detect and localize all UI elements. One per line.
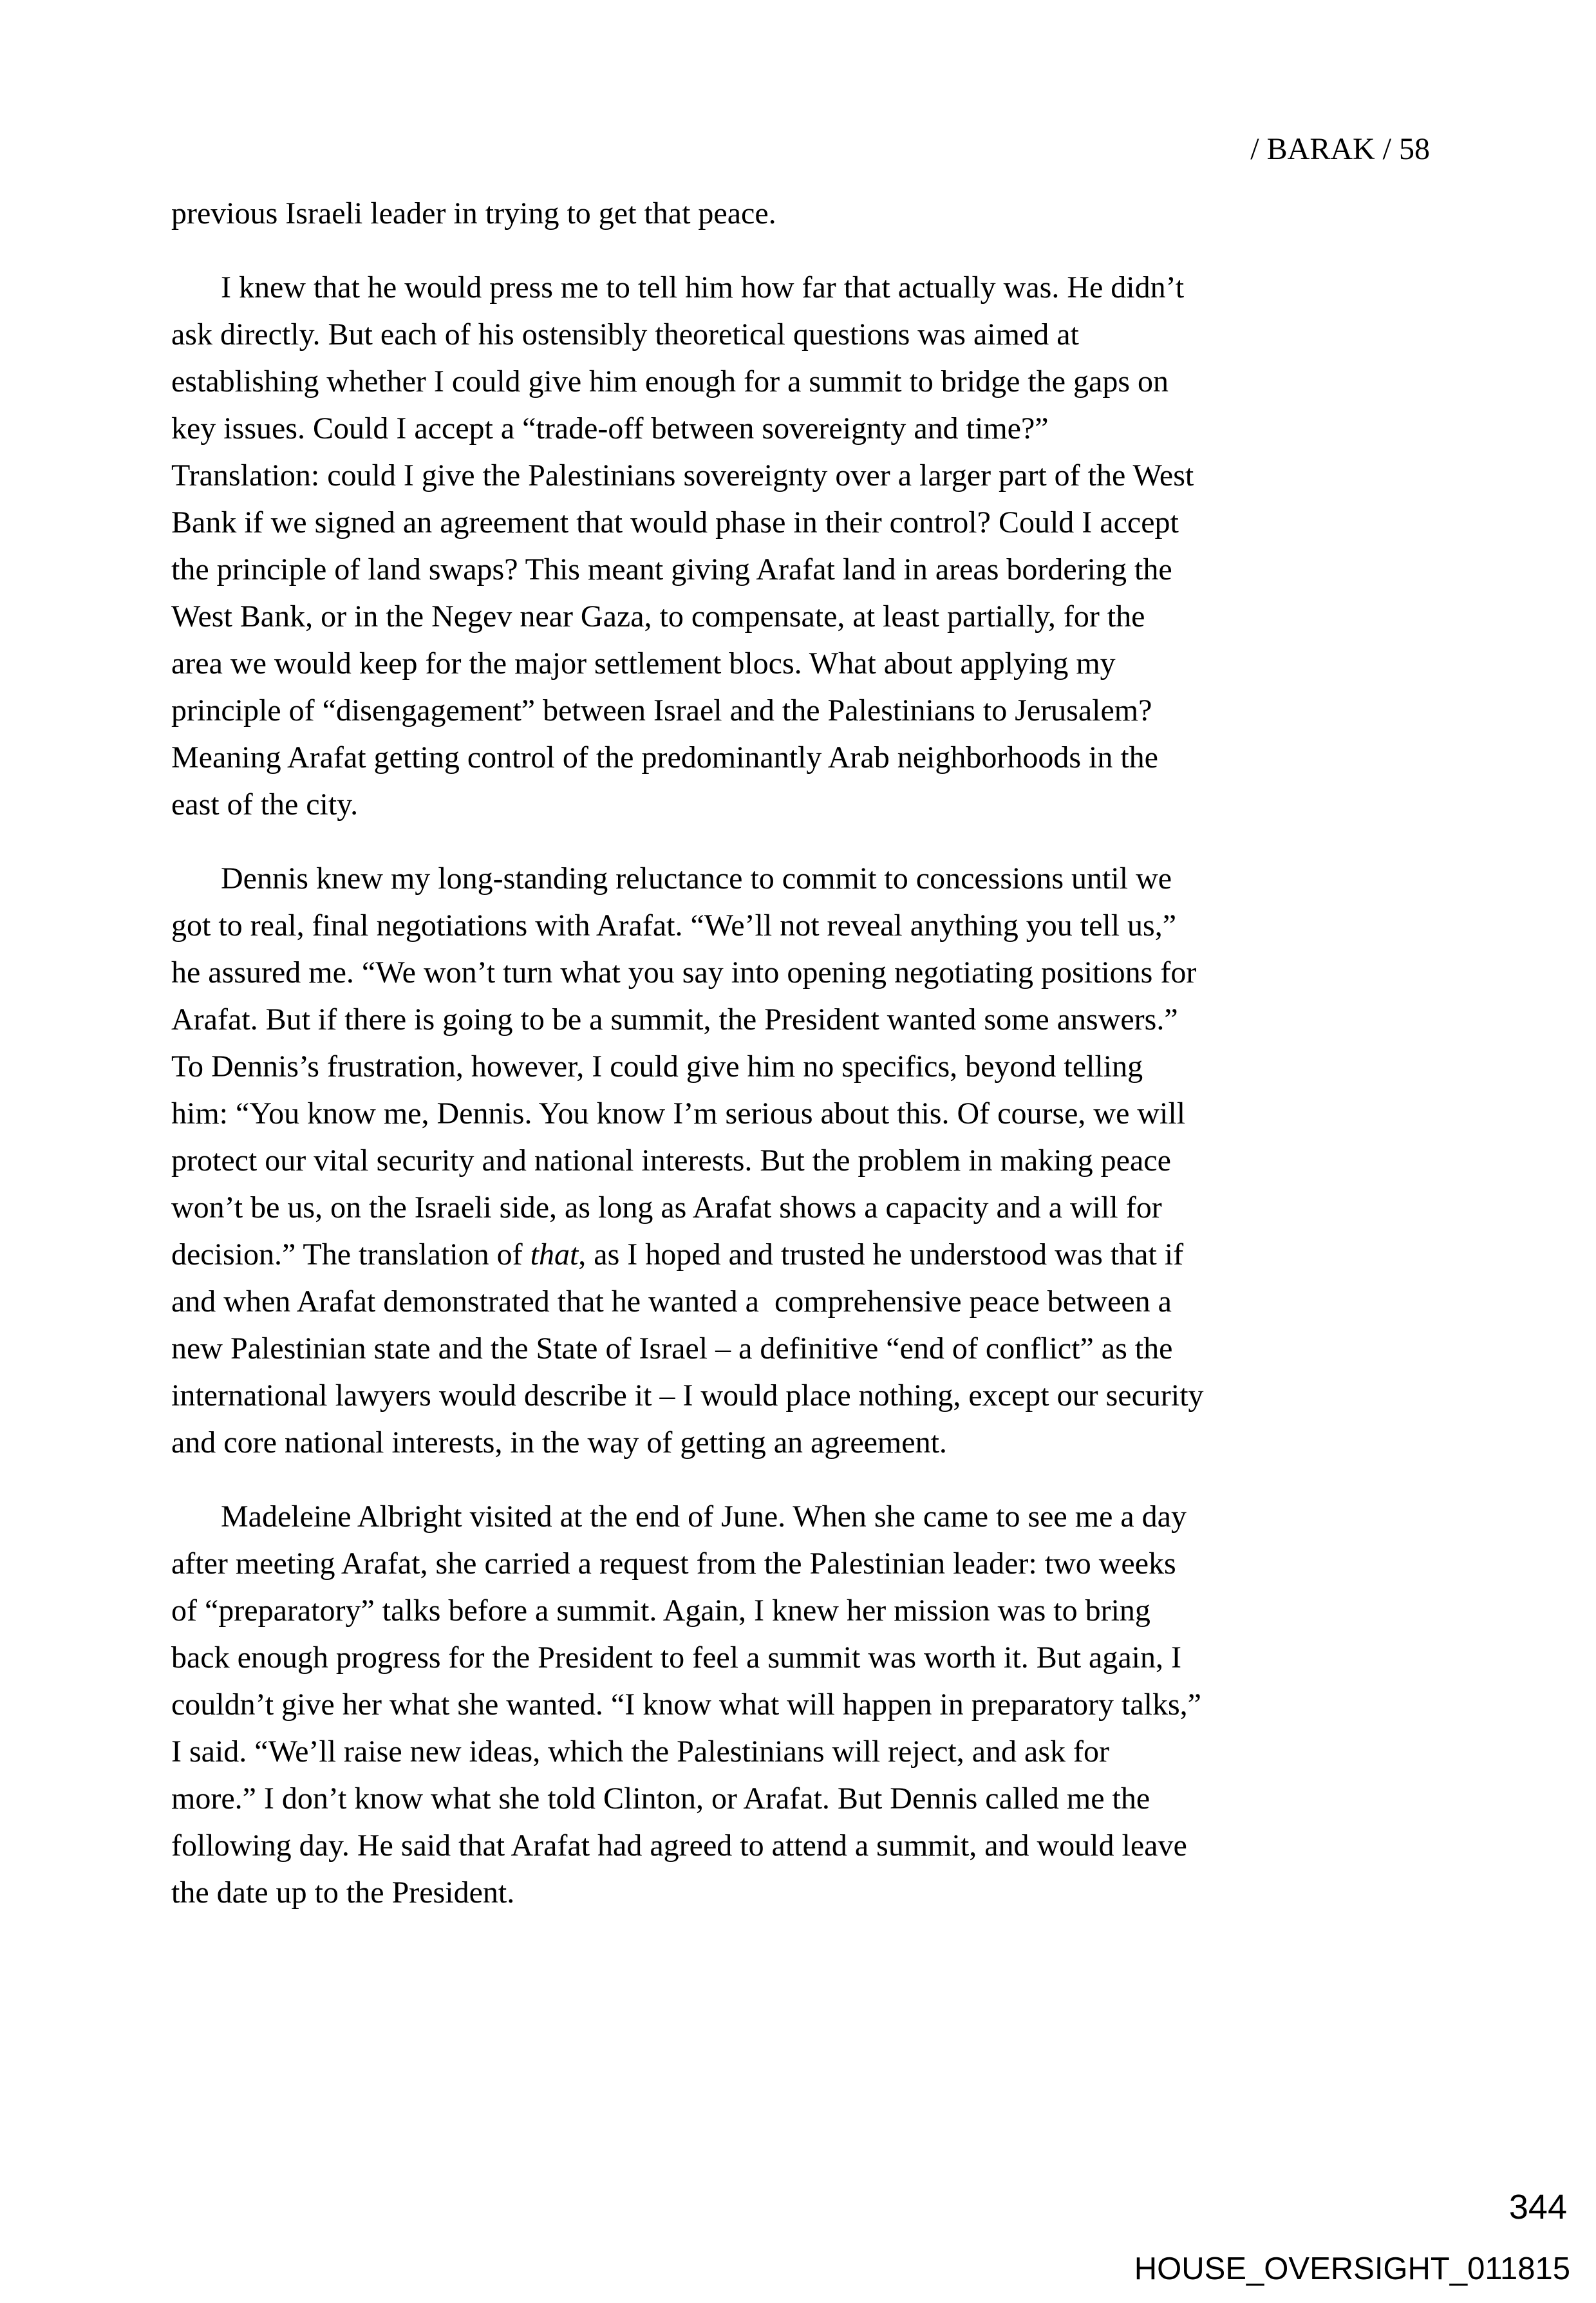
text-line: of “preparatory” talks before a summit. Again, I knew her mission was to bring (171, 1593, 1150, 1628)
text-line: Meaning Arafat getting control of the predominantly Arab neighborhoods in the (171, 740, 1158, 775)
document-body (171, 190, 1449, 1943)
text-line: ask directly. But each of his ostensibly theoretical questions was aimed at (171, 317, 1079, 352)
text-line: east of the city. (171, 787, 359, 822)
page-number: 344 (1508, 2188, 1567, 2226)
text-line (171, 1231, 1449, 1278)
text-line: won’t be us, on the Israeli side, as long as Arafat shows a capacity and a will for (171, 1190, 1162, 1225)
text-line: after meeting Arafat, she carried a request from the Palestinian leader: two weeks (171, 1546, 1176, 1581)
text-line: I said. “We’ll raise new ideas, which the Palestinians will reject, and ask for (171, 1734, 1109, 1769)
text-line: establishing whether I could give him enough for a summit to bridge the gaps on (171, 364, 1169, 399)
text-line: Arafat. But if there is going to be a summit, the President wanted some answers.” (171, 1002, 1178, 1037)
text-line: and when Arafat demonstrated that he wanted a comprehensive peace between a (171, 1284, 1172, 1319)
text-line: I knew that he would press me to tell him how far that actually was. He didn’t (221, 270, 1185, 305)
text-line: more.” I don’t know what she told Clinton, or Arafat. But Dennis called me the (171, 1781, 1150, 1816)
text-segment: , as I hoped and trusted he understood was that if (578, 1237, 1184, 1272)
text-line: couldn’t give her what she wanted. “I know what will happen in preparatory talks,” (171, 1687, 1201, 1722)
text-line: him: “You know me, Dennis. You know I’m serious about this. Of course, we will (171, 1096, 1186, 1131)
paragraph (171, 190, 1449, 237)
paragraph (171, 264, 1449, 828)
text-line: the principle of land swaps? This meant giving Arafat land in areas bordering the (171, 552, 1172, 587)
text-line: Translation: could I give the Palestinians sovereignty over a larger part of the West (171, 458, 1194, 493)
text-line: back enough progress for the President to feel a summit was worth it. But again, I (171, 1640, 1181, 1675)
text-line: To Dennis’s frustration, however, I could give him no specifics, beyond telling (171, 1049, 1143, 1084)
text-line: West Bank, or in the Negev near Gaza, to compensate, at least partially, for the (171, 599, 1145, 634)
text-line: he assured me. “We won’t turn what you say into opening negotiating positions for (171, 955, 1197, 990)
text-line: following day. He said that Arafat had agreed to attend a summit, and would leave (171, 1828, 1187, 1863)
text-line: key issues. Could I accept a “trade-off between sovereignty and time?” (171, 411, 1049, 446)
paragraph (171, 1493, 1449, 1916)
text-line: got to real, final negotiations with Arafat. “We’ll not reveal anything you tell us,” (171, 908, 1177, 943)
bates-stamp: HOUSE_OVERSIGHT_011815 (1134, 2251, 1570, 2286)
text-segment: decision.” The translation of (171, 1237, 530, 1272)
italic-text: that (530, 1237, 579, 1272)
text-line: protect our vital security and national interests. But the problem in making peace (171, 1143, 1171, 1178)
text-line: area we would keep for the major settlement blocs. What about applying my (171, 646, 1116, 681)
text-line: the date up to the President. (171, 1875, 515, 1910)
text-line: new Palestinian state and the State of Israel – a definitive “end of conflict” as the (171, 1331, 1173, 1366)
text-line: and core national interests, in the way of getting an agreement. (171, 1425, 947, 1460)
header-label: / BARAK / 58 (1250, 132, 1430, 166)
text-line: international lawyers would describe it – I would place nothing, except our security (171, 1378, 1204, 1413)
paragraph (171, 855, 1449, 1466)
text-line: Dennis knew my long-standing reluctance to commit to concessions until we (221, 861, 1172, 896)
text-line: principle of “disengagement” between Israel and the Palestinians to Jerusalem? (171, 693, 1152, 728)
text-line: Madeleine Albright visited at the end of June. When she came to see me a day (221, 1499, 1187, 1534)
page-header (1219, 95, 1430, 203)
text-line: Bank if we signed an agreement that would phase in their control? Could I accept (171, 505, 1179, 540)
text-line: previous Israeli leader in trying to get that peace. (171, 196, 776, 230)
